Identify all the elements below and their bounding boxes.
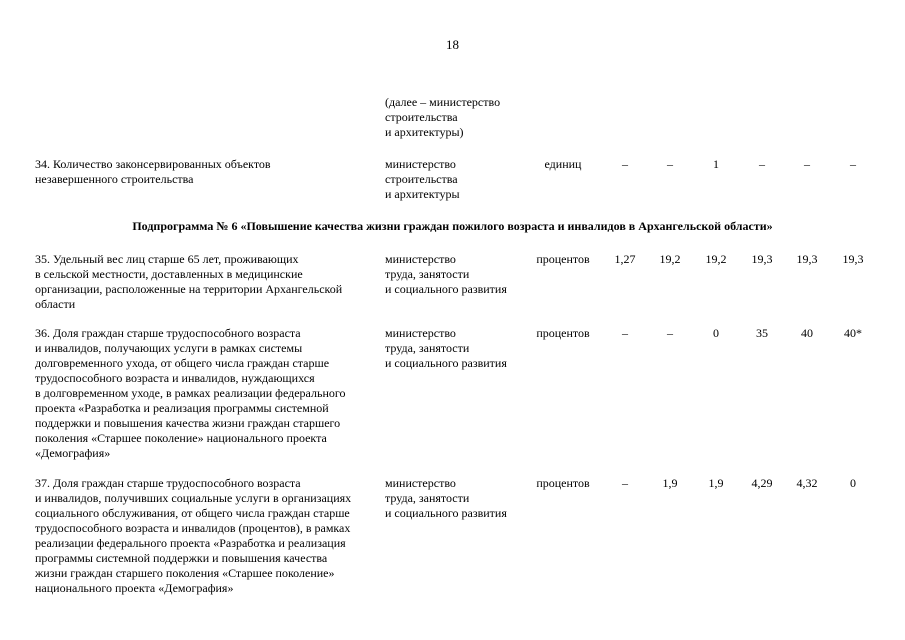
value-cell: 4,32 [796,476,818,490]
value-cell: – [622,326,628,340]
value-cell: 1,9 [708,476,724,490]
responsible-agency: министерство труда, занятости и социального развития [385,476,507,520]
value-cell: 1,27 [614,252,636,266]
value-cell: 40* [844,326,862,340]
continued-agency-cell: (далее – министерство строительства и архитектуры) [385,95,501,139]
indicator-name: 34. Количество законсервированных объектов незавершенного строительства [35,157,271,186]
responsible-agency: министерство труда, занятости и социального развития [385,252,507,296]
value-cell: – [622,476,628,490]
value-cell: 40 [801,326,813,340]
value-cell: 1,9 [662,476,678,490]
value-cell: 19,3 [751,252,773,266]
value-cell: 0 [713,326,719,340]
unit-of-measure: единиц [544,157,582,171]
value-cell: – [667,157,673,171]
value-cell: – [759,157,765,171]
indicator-name: 35. Удельный вес лиц старше 65 лет, проживающих в сельской местности, доставленных в медицинские организации, расположенные на территории Архангельской области [35,252,343,311]
value-cell: 19,3 [842,252,864,266]
value-cell: – [667,326,673,340]
value-cell: 19,3 [796,252,818,266]
value-cell: 4,29 [751,476,773,490]
value-cell: – [622,157,628,171]
page-number: 18 [446,37,459,52]
value-cell: 1 [713,157,719,171]
unit-of-measure: процентов [536,252,590,266]
subprogram-heading: Подпрограмма № 6 «Повышение качества жизни граждан пожилого возраста и инвалидов в Архангельской области» [132,219,773,233]
value-cell: – [850,157,856,171]
indicator-name: 36. Доля граждан старше трудоспособного возраста и инвалидов, получающих услуги в рамках системы долговременного ухода, от общего числа граждан старше трудоспособного возраста и инвалидов, нуждающихся в долговременном уходе, в рамках реализации федерального проекта «Разработка и реализация программы системной поддержки и повышения качества жизни граждан старшего поколения «Старшее поколение» национального проекта «Демография» [35,326,346,460]
indicator-name: 37. Доля граждан старше трудоспособного возраста и инвалидов, получивших социальные услуги в организациях социального обслуживания, от общего числа граждан старше трудоспособного возраста и инвалидов (процентов), в рамках реализации федерального проекта «Разработка и реализация программы системной поддержки и повышения качества жизни граждан старшего поколения «Старшее поколение» национального проекта «Демография» [35,476,352,595]
unit-of-measure: процентов [536,326,590,340]
unit-of-measure: процентов [536,476,590,490]
value-cell: 0 [850,476,856,490]
value-cell: 19,2 [659,252,681,266]
value-cell: – [804,157,810,171]
responsible-agency: министерство труда, занятости и социального развития [385,326,507,370]
value-cell: 35 [756,326,768,340]
value-cell: 19,2 [705,252,727,266]
responsible-agency: министерство строительства и архитектуры [385,157,460,201]
